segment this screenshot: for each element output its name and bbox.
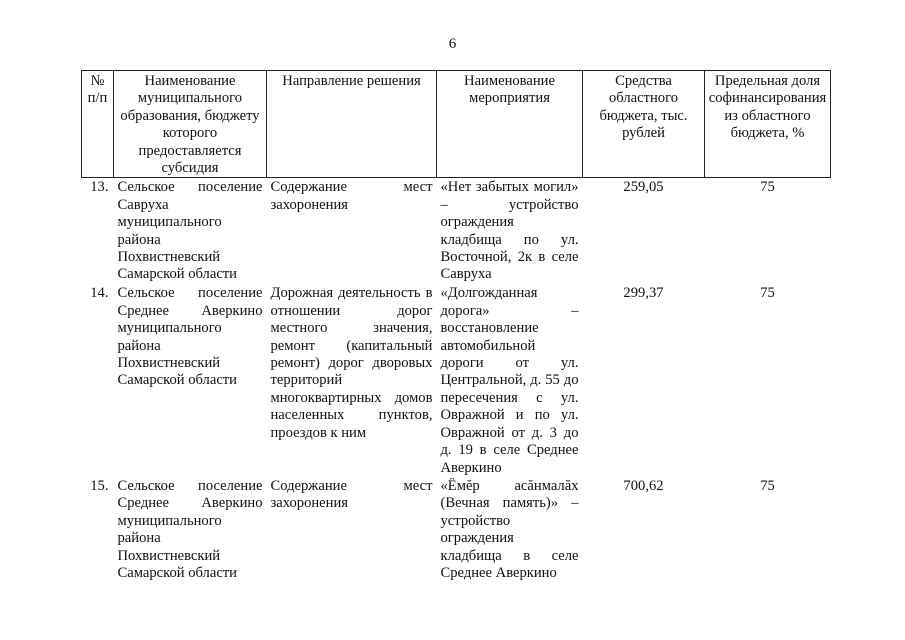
row-share: 75 bbox=[760, 477, 775, 494]
row-number: 14. bbox=[90, 285, 109, 302]
table-body bbox=[82, 178, 831, 582]
row-event: «Нет забытых могил» – устройство ограждения кладбища по ул. Восточной, 2к в селе Савруха bbox=[440, 179, 579, 283]
header-share: Предельная доля софинансирования из областного бюджета, % bbox=[705, 71, 831, 178]
row-share: 75 bbox=[760, 179, 775, 196]
header-row bbox=[82, 71, 831, 178]
row-direction: Дорожная деятельность в отношении дорог местного значения, ремонт (капитальный ремонт) дорог дворовых территорий многоквартирных домов населенных пунктов, проездов к ним bbox=[270, 285, 433, 441]
row-municipality: Сельское поселение Савруха муниципального района Похвистневский Самарской области bbox=[117, 179, 263, 283]
row-number: 13. bbox=[90, 179, 109, 196]
table-header bbox=[82, 71, 831, 178]
row-funds: 259,05 bbox=[623, 179, 664, 196]
header-direction: Направление решения bbox=[267, 71, 437, 178]
row-municipality: Сельское поселение Среднее Аверкино муниципального района Похвистневский Самарской области bbox=[117, 477, 263, 581]
row-direction: Содержание мест захоронения bbox=[270, 477, 433, 512]
header-municipality: Наименование муниципального образования, бюджету которого предоставляется субсидия bbox=[114, 71, 267, 178]
table-row bbox=[82, 477, 831, 582]
row-event: «Долгожданная дорога» – восстановление автомобильной дороги от ул. Центральной, д. 55 до пересечения с ул. Овражной и по ул. Овражной от д. 3 до д. 19 в селе Среднее Аверкино bbox=[440, 285, 579, 476]
row-municipality: Сельское поселение Среднее Аверкино муниципального района Похвистневский Самарской области bbox=[117, 285, 263, 389]
header-funds: Средства областного бюджета, тыс. рублей bbox=[583, 71, 705, 178]
table-row bbox=[82, 178, 831, 285]
row-direction: Содержание мест захоронения bbox=[270, 179, 433, 213]
header-event: Наименование мероприятия bbox=[437, 71, 583, 178]
row-share: 75 bbox=[760, 285, 775, 302]
row-funds: 299,37 bbox=[623, 285, 664, 302]
table-row bbox=[82, 284, 831, 476]
header-number: № п/п bbox=[82, 71, 114, 178]
row-number: 15. bbox=[90, 477, 109, 494]
page-number: 6 bbox=[448, 36, 457, 52]
row-event: «Ёмĕр асăнмалăх (Вечная память)» – устройство ограждения кладбища в селе Среднее Аверкино bbox=[440, 477, 579, 581]
row-funds: 700,62 bbox=[623, 477, 664, 494]
subsidy-table bbox=[81, 70, 831, 582]
